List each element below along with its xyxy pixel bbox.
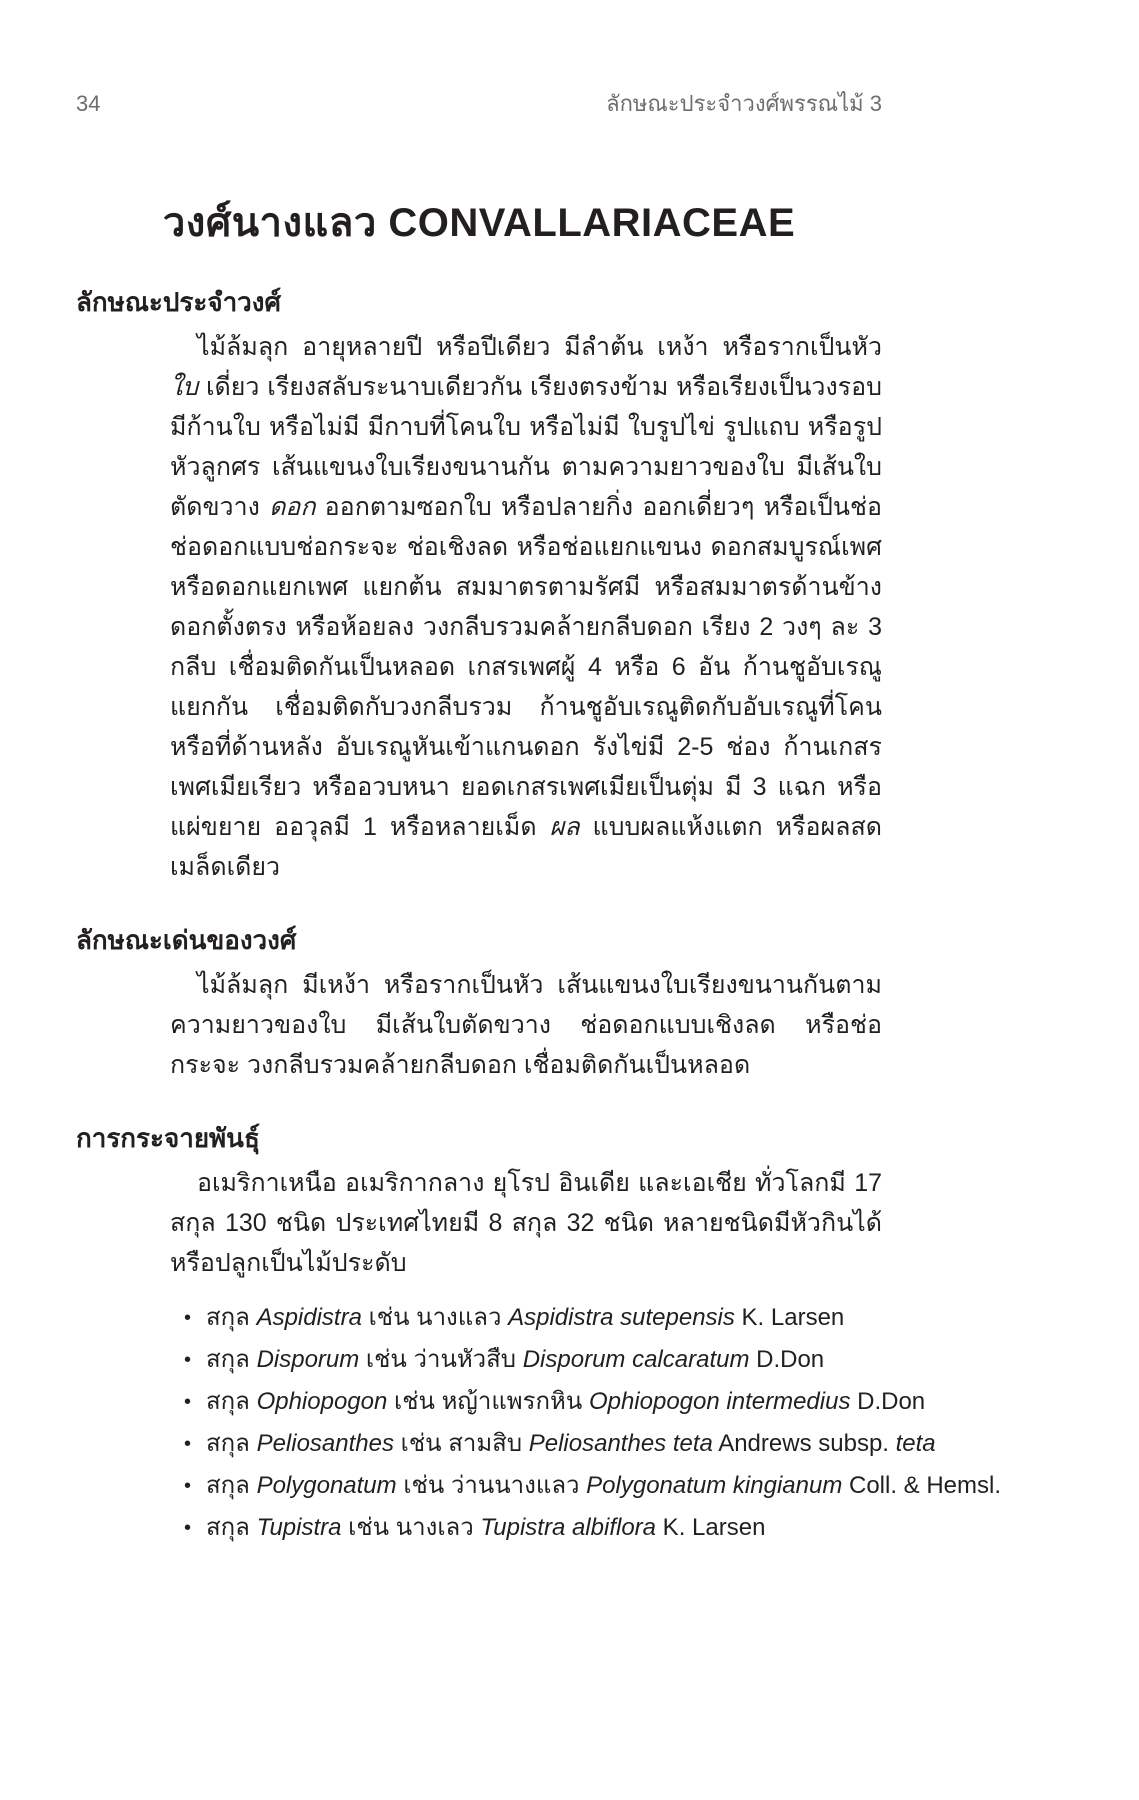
section-heading-distinct-characteristics: ลักษณะเด่นของวงศ์ [76, 925, 297, 955]
genus-list-item-disporum [184, 1339, 884, 1381]
section-distribution [76, 1119, 1002, 1549]
running-title: ลักษณะประจำวงศ์พรรณไม้ 3 [606, 91, 882, 116]
genus-item-text: สกุล Peliosanthes เช่น สามสิบ Peliosanthes teta Andrews subsp. teta [206, 1430, 936, 1457]
distribution-paragraph: อเมริกาเหนือ อเมริกากลาง ยุโรป อินเดีย และเอเชีย ทั่วโลกมี 17 สกุล 130 ชนิด ประเทศไทยมี 8 สกุล 32 ชนิด หลายชนิดมีหัวกินได้ หรือปลูกเป็นไม้ประดับ [170, 1169, 882, 1277]
section-heading-family-characteristics: ลักษณะประจำวงศ์ [76, 287, 281, 317]
family-characteristics-paragraph: ไม้ล้มลุก อายุหลายปี หรือปีเดียว มีลำต้น เหง้า หรือรากเป็นหัว ใบ เดี่ยว เรียงสลับระนาบเดียวกัน เรียงตรงข้าม หรือเรียงเป็นวงรอบ มีก้านใบ หรือไม่มี มีกาบที่โคนใบ หรือไม่มี ใบรูปไข่ รูปแถบ หรือรูปหัวลูกศร เส้นแขนงใบเรียงขนานกัน ตามความยาวของใบ มีเส้นใบตัดขวาง ดอก ออกตามซอกใบ หรือปลายกิ่ง ออกเดี่ยวๆ หรือเป็นช่อ ช่อดอกแบบช่อกระจะ ช่อเชิงลด หรือช่อแยกแขนง ดอกสมบูรณ์เพศ หรือดอกแยกเพศ แยกต้น สมมาตรตามรัศมี หรือสมมาตรด้านข้าง ดอกตั้งตรง หรือห้อยลง วงกลีบรวมคล้ายกลีบดอก เรียง 2 วงๆ ละ 3 กลีบ เชื่อมติดกันเป็นหลอด เกสรเพศผู้ 4 หรือ 6 อัน ก้านชูอับเรณูแยกกัน เชื่อมติดกับวงกลีบรวม ก้านชูอับเรณูติดกับอับเรณูที่โคน หรือที่ด้านหลัง อับเรณูหันเข้าแกนดอก รังไข่มี 2-5 ช่อง ก้านเกสรเพศเมียเรียว หรืออวบหนา ยอดเกสรเพศเมียเป็นตุ่ม มี 3 แฉก หรือแผ่ขยาย ออวุลมี 1 หรือหลายเม็ด ผล แบบผลแห้งแตก หรือผลสดเมล็ดเดียว [170, 333, 882, 881]
genus-list-item-polygonatum [184, 1465, 1002, 1507]
bullet-icon: • [184, 1517, 192, 1539]
genus-list-item-ophiopogon [184, 1381, 926, 1423]
genus-item-text: สกุล Ophiopogon เช่น หญ้าแพรกหิน Ophiopogon intermedius D.Don [206, 1388, 926, 1415]
genus-list [184, 1297, 1002, 1549]
section-heading-distribution: การกระจายพันธุ์ [76, 1123, 260, 1153]
genus-item-text: สกุล Polygonatum เช่น ว่านนางแลว Polygonatum kingianum Coll. & Hemsl. [206, 1472, 1002, 1499]
genus-list-item-aspidistra [184, 1297, 884, 1339]
distinct-characteristics-paragraph: ไม้ล้มลุก มีเหง้า หรือรากเป็นหัว เส้นแขนงใบเรียงขนานกันตามความยาวของใบ มีเส้นใบตัดขวาง ช่อดอกแบบเชิงลด หรือช่อกระจะ วงกลีบรวมคล้ายกลีบดอก เชื่อมติดกันเป็นหลอด [170, 971, 882, 1079]
page-number: 34 [76, 91, 101, 116]
bullet-icon: • [184, 1349, 192, 1371]
family-title: วงศ์นางแลว CONVALLARIACEAE [162, 201, 796, 245]
genus-item-text: สกุล Tupistra เช่น นางเลว Tupistra albiflora K. Larsen [206, 1514, 766, 1541]
bullet-icon: • [184, 1433, 192, 1455]
bullet-icon: • [184, 1307, 192, 1329]
section-distinct-characteristics [76, 921, 882, 1085]
section-family-characteristics [76, 283, 882, 887]
page-header [76, 86, 882, 121]
genus-list-item-tupistra [184, 1507, 884, 1549]
genus-item-text: สกุล Disporum เช่น ว่านหัวสืบ Disporum calcaratum D.Don [206, 1346, 825, 1373]
bullet-icon: • [184, 1475, 192, 1497]
genus-item-text: สกุล Aspidistra เช่น นางแลว Aspidistra sutepensis K. Larsen [206, 1304, 845, 1331]
bullet-icon: • [184, 1391, 192, 1413]
genus-list-item-peliosanthes [184, 1423, 936, 1465]
